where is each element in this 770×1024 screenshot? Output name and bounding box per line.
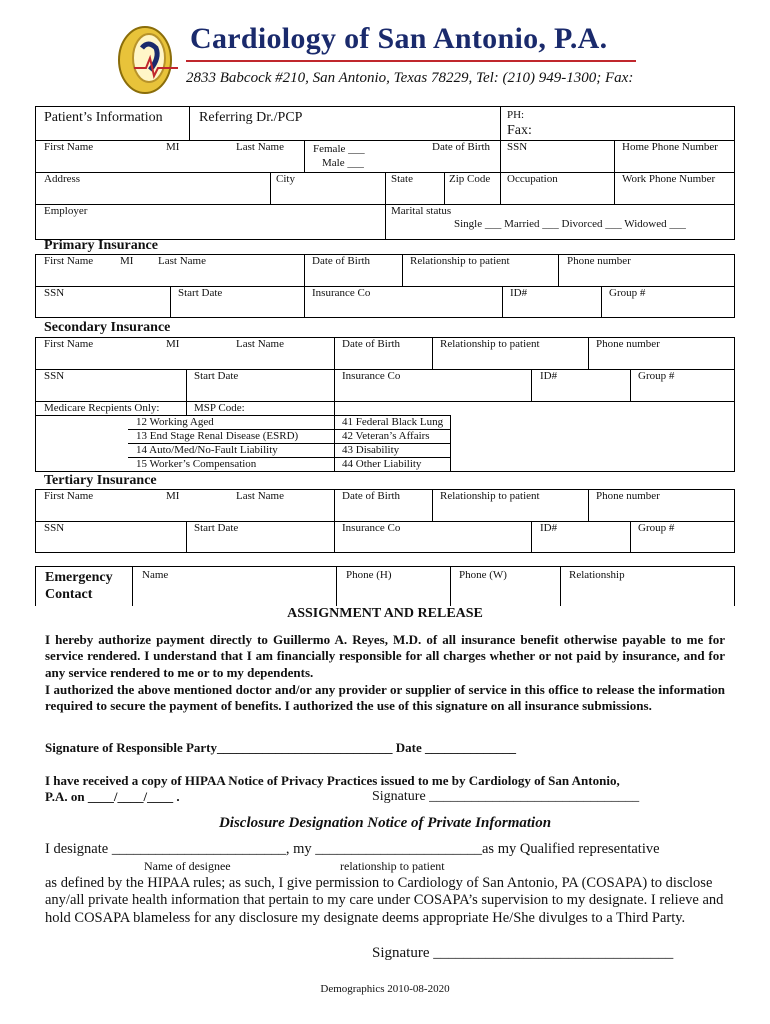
assignment-para-1: I hereby authorize payment directly to Guillermo A. Reyes, M.D. of all insurance benefit otherwise payable to me for service rendered. I understand that I am financially responsible for all charges whether or not paid by insurance, and for any service rendered to me or to my dependents. — [45, 632, 725, 680]
first-name-field[interactable]: First Name — [44, 141, 94, 153]
disclosure-body: as defined by the HIPAA rules; as such, I give permission to Cardiology of San Antonio, PA (COSAPA) to disclose any/all private health information that pertain to my care under COSAPA’s supervision to my designate. I relieve and hold COSAPA blameless for any disclosure my designate deems appropriate He/She divulges to a Third Party. — [45, 875, 724, 926]
primary-id[interactable]: ID# — [510, 287, 528, 299]
state-field[interactable]: State — [391, 173, 413, 185]
primary-relationship[interactable]: Relationship to patient — [410, 255, 510, 267]
tertiary-phone[interactable]: Phone number — [596, 490, 660, 502]
primary-ssn[interactable]: SSN — [44, 287, 65, 299]
secondary-first-name[interactable]: First Name — [44, 338, 94, 350]
zip-field[interactable]: Zip Code — [449, 173, 491, 185]
disclosure-signature-field[interactable]: Signature ________________________________ — [372, 945, 674, 961]
tertiary-first-name[interactable]: First Name — [44, 490, 94, 502]
marital-label: Marital status — [391, 205, 452, 217]
primary-first-name[interactable]: First Name — [44, 255, 94, 267]
secondary-ssn[interactable]: SSN — [44, 370, 65, 382]
work-phone-field[interactable]: Work Phone Number — [622, 173, 716, 185]
emergency-name[interactable]: Name — [142, 569, 169, 581]
secondary-relationship[interactable]: Relationship to patient — [440, 338, 540, 350]
msp-code-option[interactable]: 44 Other Liability — [342, 458, 422, 470]
footer-version: Demographics 2010-08-2020 — [320, 983, 450, 995]
msp-code-option[interactable]: 12 Working Aged — [136, 416, 214, 428]
referring-label: Referring Dr./PCP — [199, 110, 303, 125]
primary-group[interactable]: Group # — [609, 287, 646, 299]
primary-phone[interactable]: Phone number — [567, 255, 631, 267]
last-name-field[interactable]: Last Name — [236, 141, 284, 153]
msp-code-option[interactable]: 15 Worker’s Compensation — [136, 458, 257, 470]
hipaa-statement: I have received a copy of HIPAA Notice of Privacy Practices issued to me by Cardiology of San Antonio, — [45, 773, 620, 788]
marital-options[interactable]: Single ___ Married ___ Divorced ___ Widowed ___ — [454, 218, 686, 230]
patient-info-label: Patient’s Information — [44, 110, 163, 125]
emergency-phone-w[interactable]: Phone (W) — [459, 569, 507, 581]
ph-label: PH: — [507, 109, 525, 121]
secondary-id[interactable]: ID# — [540, 370, 558, 382]
occupation-field[interactable]: Occupation — [507, 173, 558, 185]
tertiary-start-date[interactable]: Start Date — [194, 522, 239, 534]
emergency-title: Emergency — [45, 570, 113, 585]
secondary-last-name[interactable]: Last Name — [236, 338, 284, 350]
tertiary-dob[interactable]: Date of Birth — [342, 490, 401, 502]
address-field[interactable]: Address — [44, 173, 81, 185]
secondary-mi[interactable]: MI — [166, 338, 180, 350]
tertiary-insurance-title: Tertiary Insurance — [44, 473, 157, 488]
msp-code-option[interactable]: 43 Disability — [342, 444, 400, 456]
assignment-title: ASSIGNMENT AND RELEASE — [287, 606, 483, 621]
heart-logo-icon — [112, 18, 182, 98]
city-field[interactable]: City — [276, 173, 295, 185]
ssn-field[interactable]: SSN — [507, 141, 528, 153]
primary-last-name[interactable]: Last Name — [158, 255, 206, 267]
tertiary-id[interactable]: ID# — [540, 522, 558, 534]
medicare-label: Medicare Recpients Only: — [44, 402, 160, 414]
msp-code-option[interactable]: 41 Federal Black Lung — [342, 416, 444, 428]
tertiary-ssn[interactable]: SSN — [44, 522, 65, 534]
secondary-dob[interactable]: Date of Birth — [342, 338, 401, 350]
mi-field[interactable]: MI — [166, 141, 180, 153]
designate-line[interactable]: I designate ________________________, my _______________________as my Qualified representative — [45, 841, 660, 857]
disclosure-title: Disclosure Designation Notice of Private Information — [218, 815, 552, 831]
secondary-insurance-co[interactable]: Insurance Co — [342, 370, 401, 382]
assignment-para-2: I authorized the above mentioned doctor and/or any provider or supplier of service in this office to release the information required to secure the payment of benefits. I authorized the use of this signature on all insurance submissions. — [45, 682, 725, 714]
male-option[interactable]: Male ___ — [322, 157, 364, 169]
contact-title: Contact — [45, 587, 93, 602]
msp-code-option[interactable]: 13 End Stage Renal Disease (ESRD) — [136, 430, 299, 442]
hipaa-date-field[interactable]: P.A. on ____/____/____ . — [45, 789, 180, 804]
tertiary-mi[interactable]: MI — [166, 490, 180, 502]
emergency-phone-h[interactable]: Phone (H) — [346, 569, 392, 581]
emergency-relationship[interactable]: Relationship — [569, 569, 625, 581]
primary-insurance-co[interactable]: Insurance Co — [312, 287, 371, 299]
employer-field[interactable]: Employer — [44, 205, 88, 217]
tertiary-last-name[interactable]: Last Name — [236, 490, 284, 502]
home-phone-field[interactable]: Home Phone Number — [622, 141, 718, 153]
secondary-insurance-title: Secondary Insurance — [44, 320, 171, 335]
msp-code-option[interactable]: 42 Veteran’s Affairs — [342, 430, 430, 442]
secondary-start-date[interactable]: Start Date — [194, 370, 239, 382]
fax-label: Fax: — [507, 123, 532, 138]
logo — [112, 18, 182, 98]
primary-start-date[interactable]: Start Date — [178, 287, 223, 299]
primary-insurance-title: Primary Insurance — [44, 238, 158, 253]
msp-code-label: MSP Code: — [194, 402, 245, 414]
female-option[interactable]: Female ___ — [313, 143, 365, 155]
dob-field[interactable]: Date of Birth — [432, 141, 491, 153]
secondary-phone[interactable]: Phone number — [596, 338, 660, 350]
name-of-designee-caption: Name of designee — [144, 859, 231, 873]
hipaa-signature-field[interactable]: Signature ______________________________ — [372, 789, 640, 804]
msp-code-option[interactable]: 14 Auto/Med/No-Fault Liability — [136, 444, 278, 456]
relationship-caption: relationship to patient — [340, 859, 445, 873]
primary-mi[interactable]: MI — [120, 255, 134, 267]
tertiary-insurance-co[interactable]: Insurance Co — [342, 522, 401, 534]
header-ecg-line — [186, 60, 636, 62]
responsible-party-signature[interactable]: Signature of Responsible Party___________________________ Date ______________ — [45, 740, 517, 755]
clinic-address: 2833 Babcock #210, San Antonio, Texas 78229, Tel: (210) 949-1300; Fax: — [186, 70, 634, 86]
tertiary-group[interactable]: Group # — [638, 522, 675, 534]
tertiary-relationship[interactable]: Relationship to patient — [440, 490, 540, 502]
clinic-title: Cardiology of San Antonio, P.A. — [190, 22, 608, 55]
primary-dob[interactable]: Date of Birth — [312, 255, 371, 267]
secondary-group[interactable]: Group # — [638, 370, 675, 382]
